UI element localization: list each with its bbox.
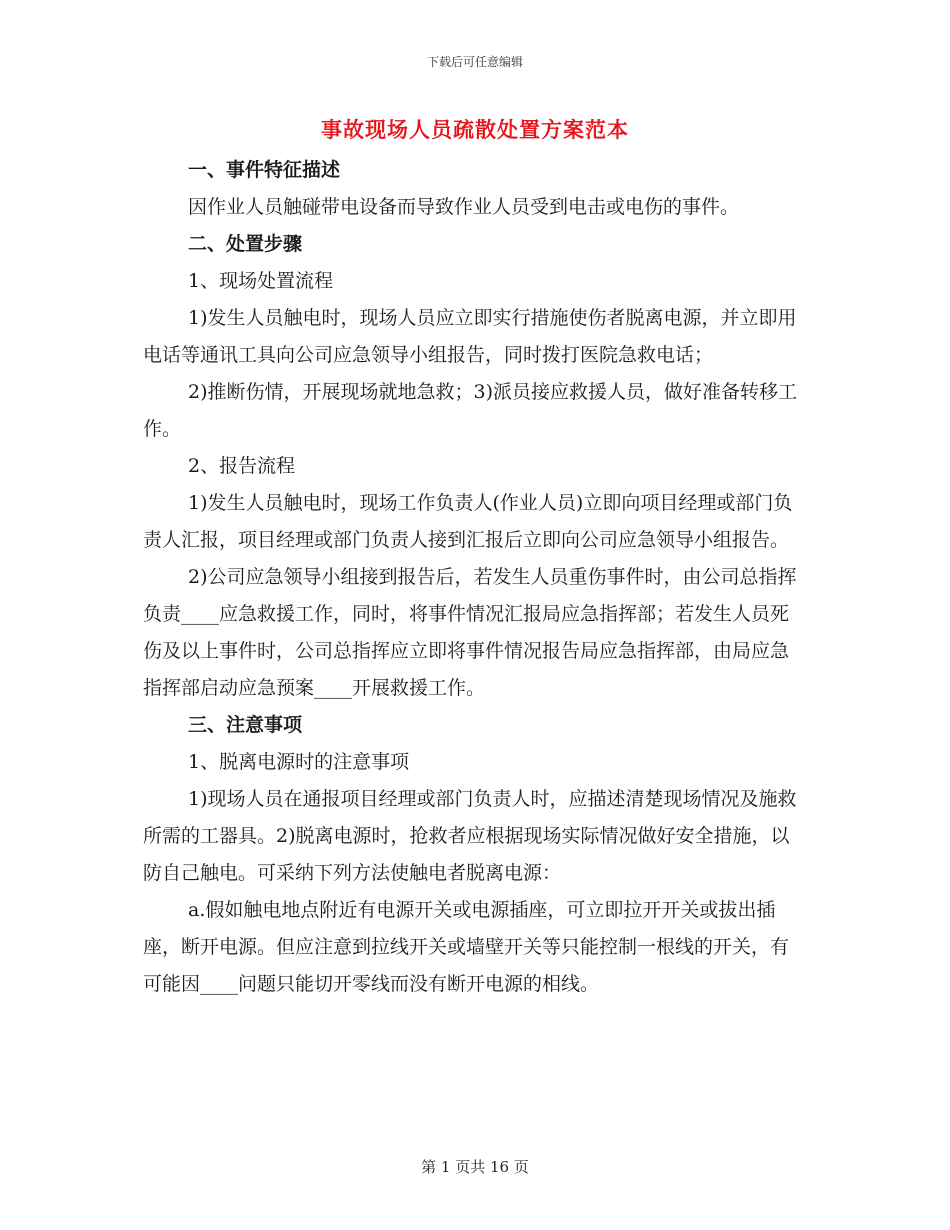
subheading: 1、脱离电源时的注意事项 — [188, 751, 410, 773]
paragraph: 1)发生人员触电时，现场人员应立即实行措施使伤者脱离电源，并立即用电话等通讯工具向公司应急领导小组报告，同时拨打医院急救电话； — [143, 307, 797, 366]
subheading: 2、报告流程 — [188, 455, 296, 477]
paragraph: a.假如触电地点附近有电源开关或电源插座，可立即拉开开关或拔出插座，断开电源。但应注意到拉线开关或墙壁开关等只能控制一根线的开关，有可能因____问题只能切开零线而没有断开电源的相线。 — [143, 899, 790, 995]
paragraph: 因作业人员触碰带电设备而导致作业人员受到电击或电伤的事件。 — [188, 196, 740, 218]
paragraph: 2)公司应急领导小组接到报告后，若发生人员重伤事件时，由公司总指挥负责____应急救援工作，同时，将事件情况汇报局应急指挥部；若发生人员死伤及以上事件时，公司总指挥应立即将事件情况报告局应急指挥部，由局应急指挥部启动应急预案____开展救援工作。 — [143, 566, 797, 699]
section-heading-1: 一、事件特征描述 — [188, 159, 341, 181]
section-heading-3: 三、注意事项 — [188, 714, 303, 736]
section-heading-2: 二、处置步骤 — [188, 233, 303, 255]
document-title: 事故现场人员疏散处置方案范本 — [321, 117, 629, 142]
document-body — [143, 152, 803, 1003]
subheading: 1、现场处置流程 — [188, 270, 334, 292]
page-footer: 第 1 页共 16 页 — [421, 1158, 529, 1176]
paragraph: 2)推断伤情，开展现场就地急救；3)派员接应救援人员，做好准备转移工作。 — [143, 381, 798, 440]
paragraph: 1)发生人员触电时，现场工作负责人(作业人员)立即向项目经理或部门负责人汇报，项目经理或部门负责人接到汇报后立即向公司应急领导小组报告。 — [143, 492, 793, 551]
page-header-note: 下载后可任意编辑 — [426, 55, 523, 69]
paragraph: 1)现场人员在通报项目经理或部门负责人时，应描述清楚现场情况及施救所需的工器具。2)脱离电源时，抢救者应根据现场实际情况做好安全措施，以防自己触电。可采纳下列方法使触电者脱离电源： — [143, 788, 797, 884]
